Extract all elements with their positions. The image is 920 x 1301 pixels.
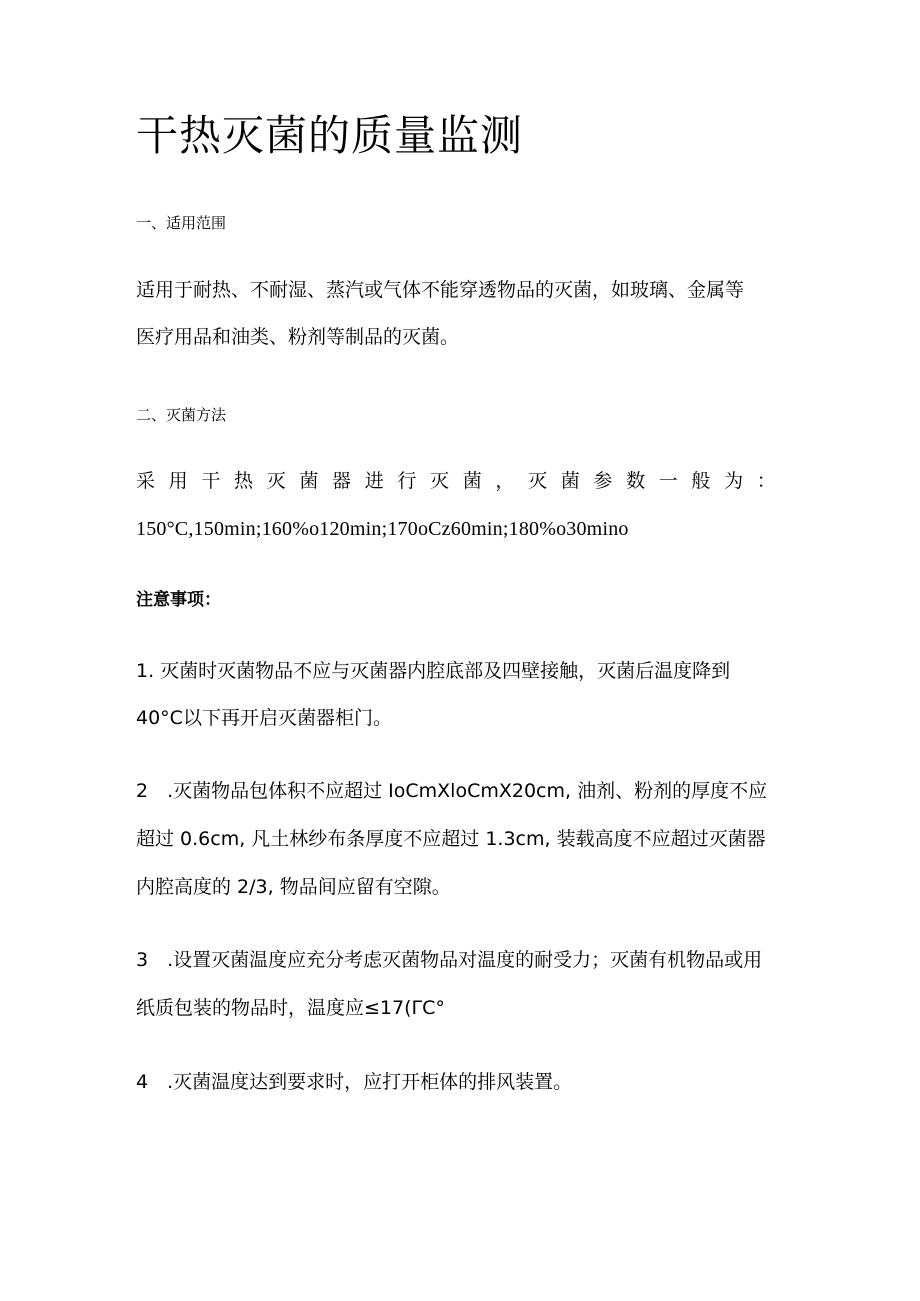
note-2-line-1: 2 .灭菌物品包体积不应超过 IoCmXloCmX20cm, 油剂、粉剂的厚度不应: [136, 780, 768, 802]
document-title: 干热灭菌的质量监测: [136, 111, 524, 160]
method-char: 热: [234, 470, 254, 492]
notes-heading: 注意事项：: [136, 590, 221, 610]
note-2-line-2: 超过 0.6cm, 凡土林纱布条厚度不应超过 1.3cm, 装载高度不应超过灭菌器: [136, 828, 766, 850]
note-3-line-1: 3 .设置灭菌温度应充分考虑灭菌物品对温度的耐受力；灭菌有机物品或用: [136, 949, 763, 971]
method-char: 灭: [266, 470, 286, 492]
method-params-line: 150°C,150min;160%o120min;170oCz60min;180%o30mino: [136, 518, 629, 540]
method-char: 参: [593, 470, 613, 492]
section-heading-method: 二、灭菌方法: [136, 406, 227, 424]
section-heading-scope: 一、适用范围: [136, 214, 227, 232]
method-char: ，: [495, 470, 515, 492]
method-text-line-1: [136, 469, 776, 493]
scope-text-line-2: 医疗用品和油类、粉剂等制品的灭菌。: [136, 326, 460, 348]
note-1-line-1: 1. 灭菌时灭菌物品不应与灭菌器内腔底部及四壁接触，灭菌后温度降到: [136, 660, 731, 682]
method-char: 用: [168, 470, 188, 492]
note-3-line-2: 纸质包装的物品时，温度应≤17(ΓC°: [136, 997, 445, 1019]
method-char: 灭: [528, 470, 548, 492]
method-char: 器: [332, 470, 352, 492]
method-char: 进: [364, 470, 384, 492]
method-char: 为: [724, 470, 744, 492]
method-char: 行: [397, 470, 417, 492]
note-2-line-3: 内腔高度的 2/3, 物品间应留有空隙。: [136, 876, 451, 898]
method-char: 一: [658, 470, 678, 492]
method-char: 采: [136, 470, 156, 492]
method-char: 菌: [560, 470, 580, 492]
method-char: 般: [691, 470, 711, 492]
scope-text-line-1: 适用于耐热、不耐湿、蒸汽或气体不能穿透物品的灭菌，如玻璃、金属等: [136, 279, 745, 301]
method-char: 灭: [430, 470, 450, 492]
note-1-line-2: 40°C以下再开启灭菌器柜门。: [136, 707, 392, 729]
method-char: 菌: [299, 470, 319, 492]
method-char: 菌: [462, 470, 482, 492]
method-char: 干: [201, 470, 221, 492]
note-4-line-1: 4 .灭菌温度达到要求时，应打开柜体的排风装置。: [136, 1071, 573, 1093]
method-char: 数: [626, 470, 646, 492]
method-char: ：: [756, 470, 776, 492]
